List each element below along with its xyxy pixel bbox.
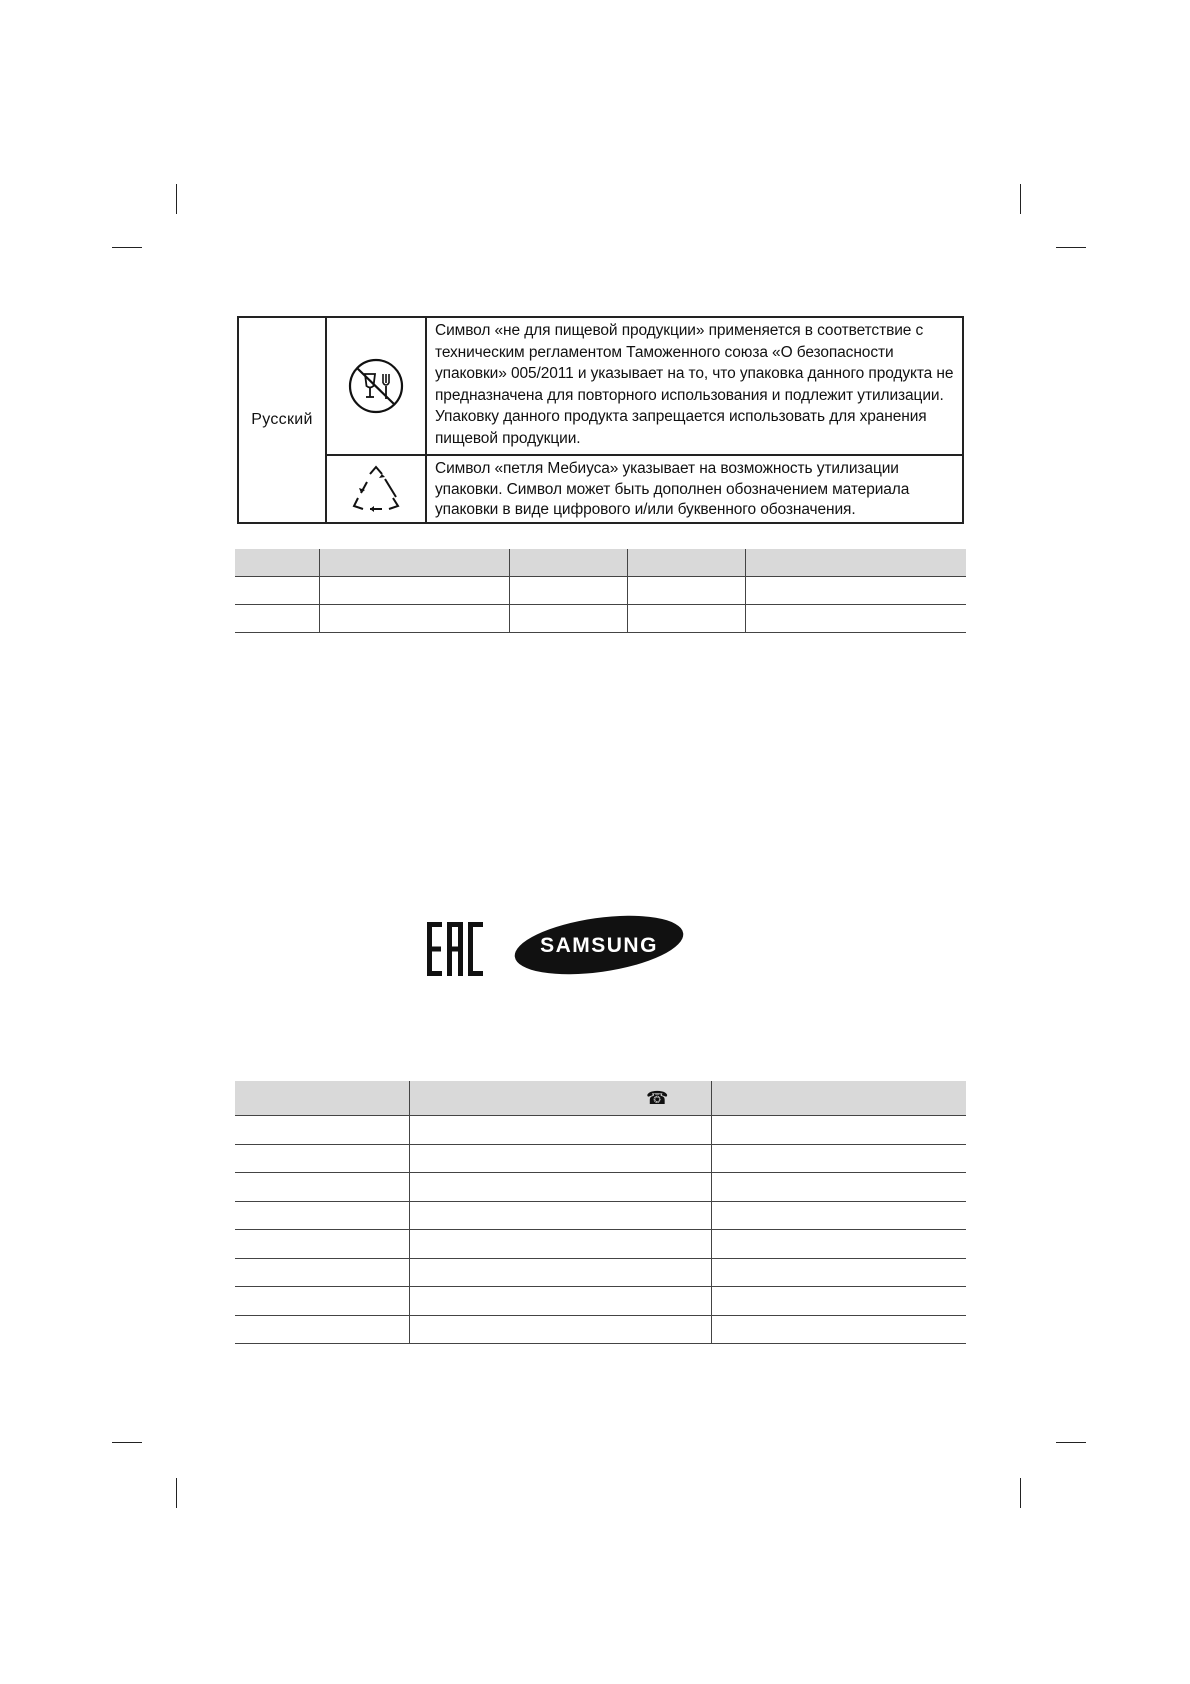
language-label: Русский (239, 318, 327, 522)
phone-icon: ☎ (646, 1088, 669, 1108)
table-header-row (235, 549, 966, 577)
samsung-logo (512, 914, 686, 976)
crop-mark (1056, 247, 1086, 248)
table-row (235, 1201, 966, 1230)
table-row (235, 1116, 966, 1145)
table-row (235, 605, 966, 633)
symbol-row (327, 318, 962, 456)
svg-text:SAMSUNG: SAMSUNG (540, 934, 658, 957)
table-row (235, 1230, 966, 1259)
table-row (235, 577, 966, 605)
eac-logo (427, 922, 483, 976)
symbol-description: Символ «не для пищевой продукции» применяется в соответствие с техническим регламентом Таможенного союза «О безопасности упаковки» 005/2011 и указывает на то, что упаковка данного продукта не предназначена для повторного использования и подлежит утилизации. Упаковку данного продукта запрещается использовать для хранения пищевой продукции. (435, 322, 954, 447)
table-row (235, 1315, 966, 1344)
crop-mark (176, 184, 177, 214)
icon-cell (327, 318, 427, 454)
crop-mark (1020, 184, 1021, 214)
mobius-loop-icon (349, 464, 403, 514)
table-row (235, 1173, 966, 1202)
table-row (235, 1287, 966, 1316)
crop-mark (112, 247, 142, 248)
icon-cell (327, 456, 427, 522)
crop-mark (1056, 1442, 1086, 1443)
table-row (235, 1258, 966, 1287)
packaging-symbols-table (237, 316, 964, 524)
crop-mark (176, 1478, 177, 1508)
crop-mark (1020, 1478, 1021, 1508)
symbol-description: Символ «петля Мебиуса» указывает на возможность утилизации упаковки. Символ может быть дополнен обозначением материала упаковки в виде цифрового и/или буквенного обозначения. (435, 460, 910, 518)
symbol-row (327, 456, 962, 522)
table-header-row (235, 1081, 966, 1116)
crop-mark (112, 1442, 142, 1443)
table-row (235, 1144, 966, 1173)
empty-info-table (235, 549, 966, 633)
not-for-food-icon (347, 357, 405, 415)
empty-contact-table (235, 1081, 966, 1344)
